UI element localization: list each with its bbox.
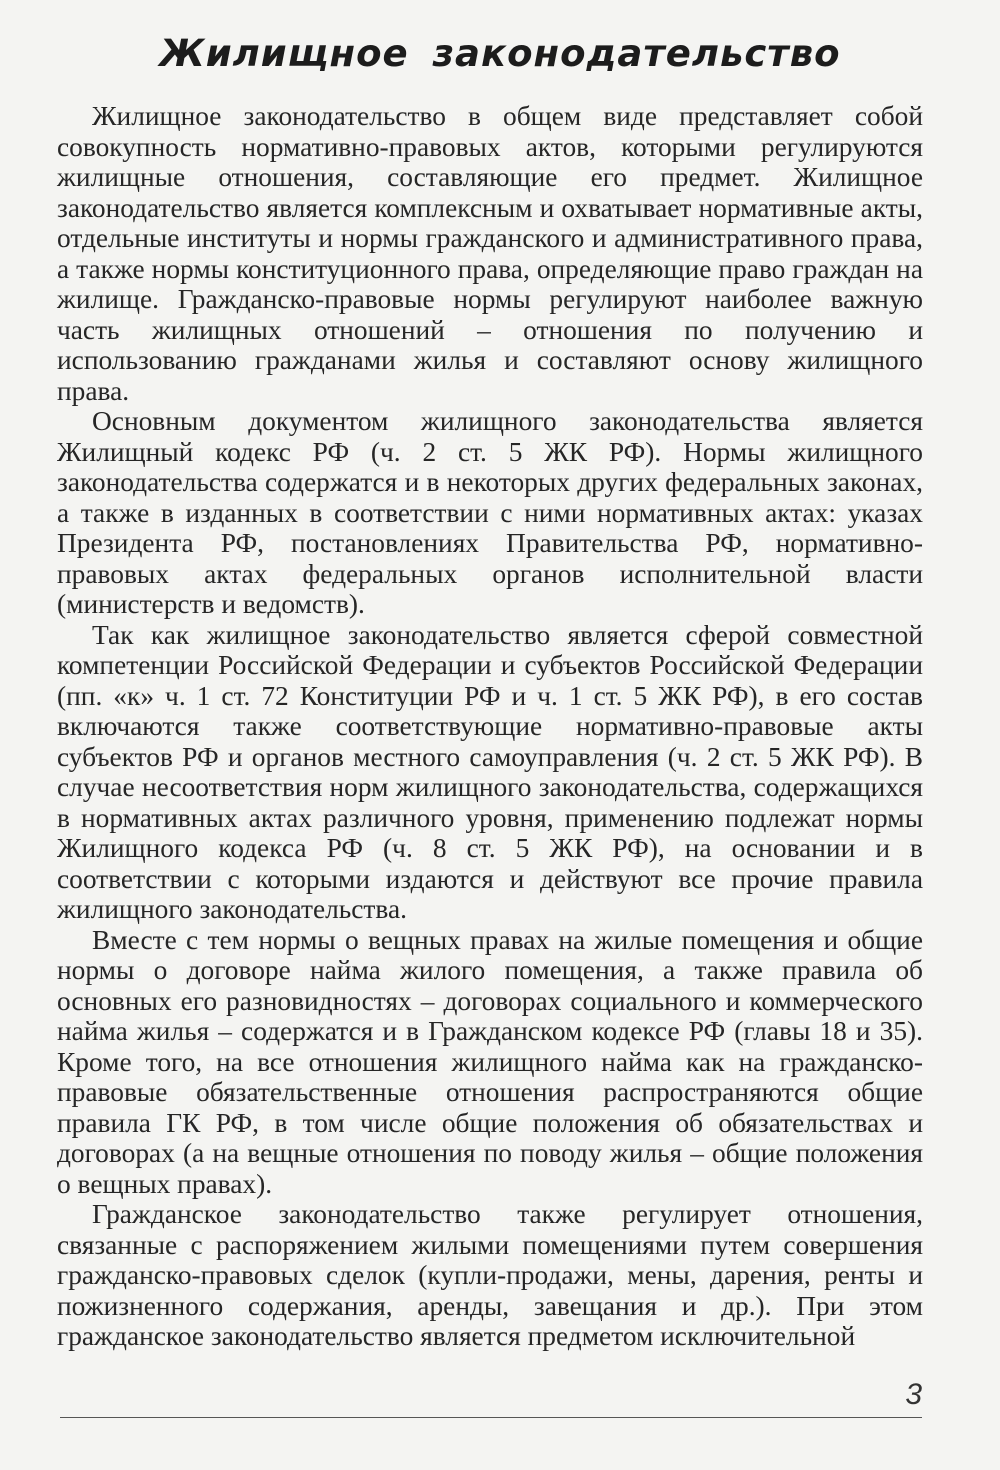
body-text	[57, 101, 923, 1352]
paragraph-1: Жилищное законодательство в общем виде представляет собой совокупность нормативно-правовых актов, которыми регулируются жилищные отношения, составляющие его предмет. Жилищное законодательство является комплексным и охватывает нормативные акты, отдельные институты и нормы гражданского и административного права, а также нормы конституционного права, определяющие право граждан на жилище. Гражданско-правовые нормы регулируют наиболее важную часть жилищных отношений – отношения по получению и использованию гражданами жилья и составляют основу жилищного права.	[57, 101, 923, 406]
page-number: 3	[905, 1378, 922, 1411]
paragraph-5: Гражданское законодательство также регулирует отношения, связанные с распоряжением жилыми помещениями путем совершения гражданско-правовых сделок (купли-продажи, мены, дарения, ренты и пожизненного содержания, аренды, завещания и др.). При этом гражданское законодательство является предметом исключительной	[57, 1199, 923, 1351]
paragraph-4: Вместе с тем нормы о вещных правах на жилые помещения и общие нормы о договоре найма жилого помещения, а также правила об основных его разновидностях – договорах социального и коммерческого найма жилья – содержатся и в Гражданском кодексе РФ (главы 18 и 35). Кроме того, на все отношения жилищного найма как на гражданско-правовые обязательственные отношения распространяются общие правила ГК РФ, в том числе общие положения об обязательствах и договорах (а на вещные отношения по поводу жилья – общие положения о вещных правах).	[57, 924, 923, 1199]
page-title: Жилищное законодательство	[159, 32, 841, 75]
footer-rule	[60, 1417, 922, 1418]
paragraph-2: Основным документом жилищного законодательства является Жилищный кодекс РФ (ч. 2 ст. 5 ЖК РФ). Нормы жилищного законодательства содержатся и в некоторых других федеральных законах, а также в изданных в соответствии с ними нормативных актах: указах Президента РФ, постановлениях Правительства РФ, нормативно-правовых актах федеральных органов исполнительной власти (министерств и ведомств).	[57, 406, 923, 619]
paragraph-3: Так как жилищное законодательство является сферой совместной компетенции Российской Федерации и субъектов Российской Федерации (пп. «к» ч. 1 ст. 72 Конституции РФ и ч. 1 ст. 5 ЖК РФ), в его состав включаются также соответствующие нормативно-правовые акты субъектов РФ и органов местного самоуправления (ч. 2 ст. 5 ЖК РФ). В случае несоответствия норм жилищного законодательства, содержащихся в нормативных актах различного уровня, применению подлежат нормы Жилищного кодекса РФ (ч. 8 ст. 5 ЖК РФ), на основании и в соответствии с которыми издаются и действуют все прочие правила жилищного законодательства.	[57, 619, 923, 924]
